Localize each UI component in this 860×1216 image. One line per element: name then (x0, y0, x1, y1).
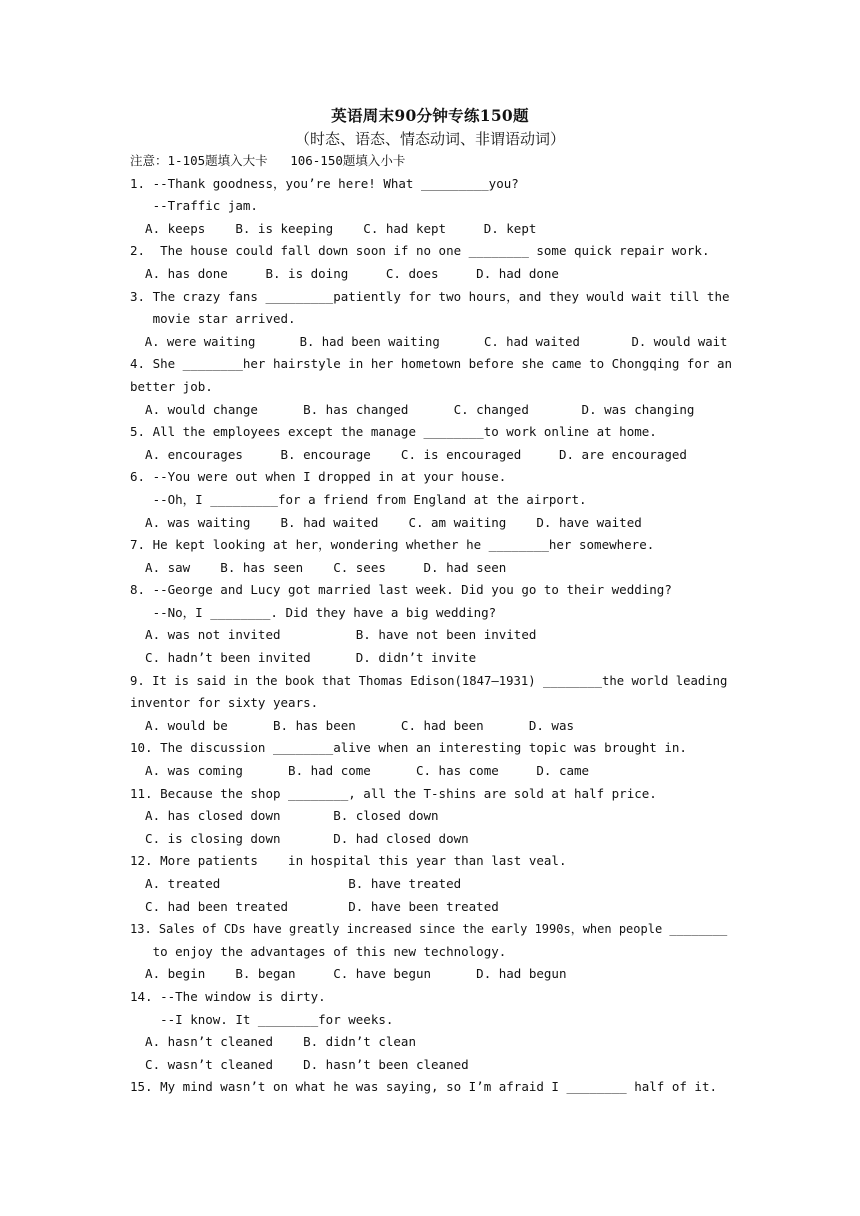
options-line: C. hadn’t been invited D. didn’t invite (130, 650, 477, 666)
question-line: 1. --Thank goodness，you’re here! What _________you? (130, 175, 519, 191)
question-line: 14. --The window is dirty. (130, 988, 326, 1004)
options-line: C. had been treated D. have been treated (130, 898, 499, 914)
question-line: 8. --George and Lucy got married last week. Did you go to their wedding? (130, 582, 672, 598)
question-line: 3. The crazy fans _________patiently for two hours，and they would wait till the (130, 288, 730, 304)
options-line: A. would change B. has changed C. changed D. was changing (130, 401, 695, 417)
question-line: movie star arrived. (130, 311, 296, 327)
options-line: C. wasn’t cleaned D. hasn’t been cleaned (130, 1056, 469, 1072)
question-line: --Traffic jam. (130, 198, 258, 214)
options-line: A. would be B. has been C. had been D. was (130, 717, 575, 733)
question-list (130, 150, 735, 1099)
question-line: 5. All the employees except the manage ________to work online at home. (130, 424, 657, 440)
options-line: A. has closed down B. closed down (130, 808, 439, 824)
instruction-note: 注意：1-105题填入大卡 106-150题填入小卡 (130, 153, 406, 168)
question-line: 4. She ________her hairstyle in her hometown before she came to Chongqing for an (130, 356, 733, 372)
options-line: C. is closing down D. had closed down (130, 830, 469, 846)
question-line: 7. He kept looking at her，wondering whether he ________her somewhere. (130, 537, 655, 553)
options-line: A. hasn’t cleaned B. didn’t clean (130, 1034, 416, 1050)
options-line: A. saw B. has seen C. sees D. had seen (130, 559, 507, 575)
question-line: 9. It is said in the book that Thomas Edison(1847—1931) ________the world leading (130, 673, 728, 688)
question-line: inventor for sixty years. (130, 695, 319, 711)
options-line: A. keeps B. is keeping C. had kept D. kept (130, 220, 537, 236)
options-line: A. begin B. began C. have begun D. had begun (130, 966, 567, 982)
question-line: --No，I ________. Did they have a big wedding? (130, 604, 497, 620)
options-line: A. treated B. have treated (130, 876, 462, 891)
question-line: better job. (130, 378, 213, 394)
question-line: 2. The house could fall down soon if no one ________ some quick repair work. (130, 243, 710, 259)
question-line: to enjoy the advantages of this new technology. (130, 943, 507, 959)
question-line: 11. Because the shop ________, all the T-shins are sold at half price. (130, 785, 657, 801)
question-line: 6. --You were out when I dropped in at your house. (130, 469, 507, 485)
page-title: 英语周末90分钟专练150题 (331, 106, 529, 125)
question-line: --I know. It ________for weeks. (130, 1011, 394, 1027)
question-line: 13. Sales of CDs have greatly increased since the early 1990s，when people ________ (130, 922, 728, 937)
page-subtitle: （时态、语态、情态动词、非谓语动词） (294, 130, 565, 148)
question-line: --Oh，I _________for a friend from England at the airport. (130, 491, 587, 507)
options-line: A. were waiting B. had been waiting C. had waited D. would wait (130, 334, 728, 349)
options-line: A. encourages B. encourage C. is encouraged D. are encouraged (130, 446, 687, 462)
options-line: A. has done B. is doing C. does D. had done (130, 265, 559, 281)
options-line: A. was waiting B. had waited C. am waiting D. have waited (130, 514, 642, 530)
options-line: A. was not invited B. have not been invited (130, 627, 537, 643)
options-line: A. was coming B. had come C. has come D. came (130, 763, 590, 779)
question-line: 15. My mind wasn’t on what he was saying, so I’m afraid I ________ half of it. (130, 1079, 717, 1095)
question-line: 10. The discussion ________alive when an interesting topic was brought in. (130, 740, 687, 756)
question-line: 12. More patients in hospital this year than last veal. (130, 853, 567, 869)
